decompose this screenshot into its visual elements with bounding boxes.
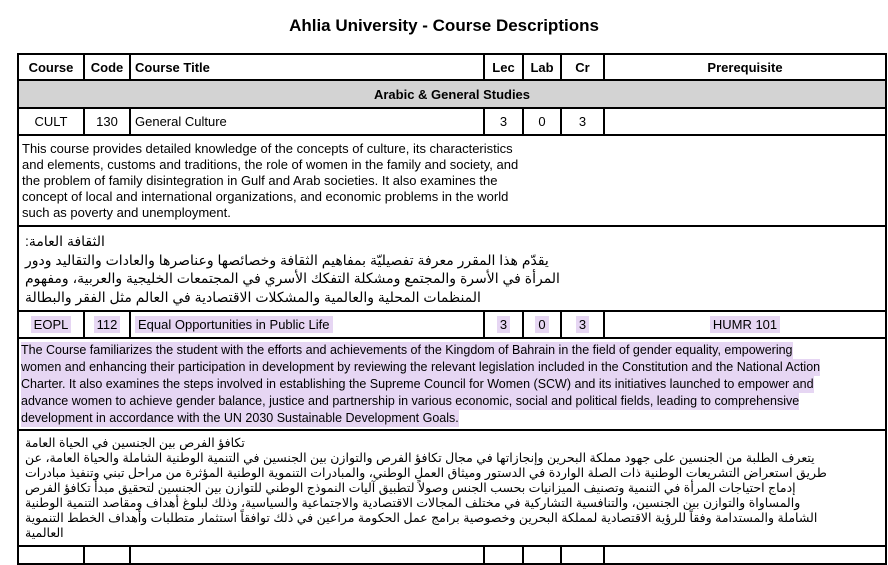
eopl-arabic-row [18, 430, 886, 546]
description-line: and elements, customs and traditions, the role of women in the family and society, and [22, 157, 519, 172]
course-row-eopl [18, 311, 886, 338]
cult-arabic-description-cell [18, 226, 886, 311]
description-line: such as poverty and unemployment. [22, 205, 231, 220]
arabic-line: يتعرف الطلبة من الجنسين على جهود مملكة البحرين وإنجازاتها في مجال تكافؤ الفرص والتوازن بين الجنسين في التنمية الوطنية الشاملة والحياة العامة، عن [25, 451, 815, 465]
description-line: This course provides detailed knowledge of the concepts of culture, its characteristics [22, 141, 513, 156]
arabic-line: العالمية [25, 526, 64, 540]
eopl-code-cell [84, 311, 130, 338]
section-header-label: Arabic & General Studies [18, 80, 886, 108]
eopl-lec-cell [484, 311, 523, 338]
highlighted-text: HUMR 101 [710, 316, 780, 333]
arabic-line: الشاملة والمستدامة وفقاً للرؤية الاقتصادية لمملكة البحرين وخصوصية برامج عمل الحكومة مراعين في ذلك توافقاً استثمار متطلبات وأهداف الخطط التنموية [25, 511, 818, 525]
cult-description-cell [18, 135, 886, 226]
description-line: the problem of family disintegration in Gulf and Arab societies. It also examines the [22, 173, 498, 188]
eopl-description-cell [18, 338, 886, 430]
arabic-line: الثقافة العامة: [25, 233, 105, 249]
description-line: concept of local and international organizations, and economic problems in the world [22, 189, 509, 204]
highlighted-text: 112 [94, 316, 121, 333]
empty-cell [84, 546, 130, 564]
col-header-prerequisite: Prerequisite [604, 54, 886, 80]
section-header-row [18, 80, 886, 108]
cult-arabic-row [18, 226, 886, 311]
highlighted-text: 3 [497, 316, 510, 333]
col-header-cr: Cr [561, 54, 604, 80]
cult-lec-cell: 3 [484, 108, 523, 135]
col-header-course: Course [18, 54, 84, 80]
eopl-prerequisite-cell [604, 311, 886, 338]
empty-cell [604, 546, 886, 564]
highlighted-text: EOPL [31, 316, 72, 333]
highlighted-description-line: advance women to achieve gender balance, justice and partnership in various economic, social and political fields, leading to comprehensive [21, 394, 800, 408]
eopl-cr-cell [561, 311, 604, 338]
arabic-line: المرأة في الأسرة والمجتمع ومشكلة التفكك الأسري في المجتمعات الخليجية والعربية، ومفهوم [25, 270, 560, 286]
empty-cell [484, 546, 523, 564]
cult-code-cell: 130 [84, 108, 130, 135]
next-course-row-clipped [18, 546, 886, 564]
course-descriptions-table [17, 53, 887, 565]
eopl-arabic-description-cell [18, 430, 886, 546]
arabic-line: يقدّم هذا المقرر معرفة تفصيليّة بمفاهيم الثقافة وخصائصها وعناصرها والعادات والتقاليد ودور [25, 251, 549, 268]
col-header-code: Code [84, 54, 130, 80]
cult-title-cell: General Culture [130, 108, 484, 135]
cult-lab-cell: 0 [523, 108, 561, 135]
eopl-lab-cell [523, 311, 561, 338]
col-header-course-title: Course Title [130, 54, 484, 80]
table-header-row [18, 54, 886, 80]
highlighted-description-line: The Course familiarizes the student with the efforts and achievements of the Kingdom of Bahrain in the field of gender equality, empowering [21, 343, 793, 357]
highlighted-text: Equal Opportunities in Public Life [135, 316, 333, 333]
cult-description-row [18, 135, 886, 226]
highlighted-description-line: development in accordance with the UN 2030 Sustainable Development Goals. [21, 411, 459, 425]
cult-cr-cell: 3 [561, 108, 604, 135]
course-row-cult [18, 108, 886, 135]
eopl-title-cell [130, 311, 484, 338]
highlighted-description-line: Charter. It also examines the steps involved in establishing the Supreme Council for Women (SCW) and its initiatives launched to empower and [21, 377, 814, 391]
page-title: Ahlia University - Course Descriptions [289, 16, 599, 35]
highlighted-text: 3 [576, 316, 589, 333]
col-header-lec: Lec [484, 54, 523, 80]
arabic-line: إدماج احتياجات المرأة في التنمية وتصنيف الميزانيات بحسب الجنس وصولاً لتطبيق آليات النموذج الوطني للتوازن بين الجنسين لتحقيق مبدأ تكافؤ الفرص [25, 481, 796, 495]
empty-cell [130, 546, 484, 564]
eopl-course-cell [18, 311, 84, 338]
arabic-line: المنظمات المحلية والعالمية والمشكلات الاقتصادية في العالم مثل الفقر والبطالة [25, 288, 481, 305]
highlighted-text: 0 [535, 316, 548, 333]
highlighted-description-line: women and enhancing their participation in development by reviewing the relevant legislation included in the Constitution and the National Action [21, 360, 821, 374]
arabic-line: طريق استعراض التشريعات الوطنية ذات الصلة الواردة في الدستور وميثاق العمل الوطني، والمبادرات التنموية الوطنية المؤثرة من مراحل تبني وتنفيذ مبادرات [25, 466, 827, 480]
arabic-line: والمساواة والتوازن بين الجنسين، والتنافسية التشاركية في مختلف المجالات الاقتصادية والاجتماعية والسياسية، وذلك لبلوغ أهداف ومقاصد التنمية الوطنية [25, 496, 801, 510]
arabic-line: تكافؤ الفرص بين الجنسين في الحياة العامة [25, 436, 245, 450]
empty-cell [561, 546, 604, 564]
cult-course-cell: CULT [18, 108, 84, 135]
col-header-lab: Lab [523, 54, 561, 80]
empty-cell [523, 546, 561, 564]
empty-cell [18, 546, 84, 564]
eopl-description-row [18, 338, 886, 430]
cult-prerequisite-cell [604, 108, 886, 135]
